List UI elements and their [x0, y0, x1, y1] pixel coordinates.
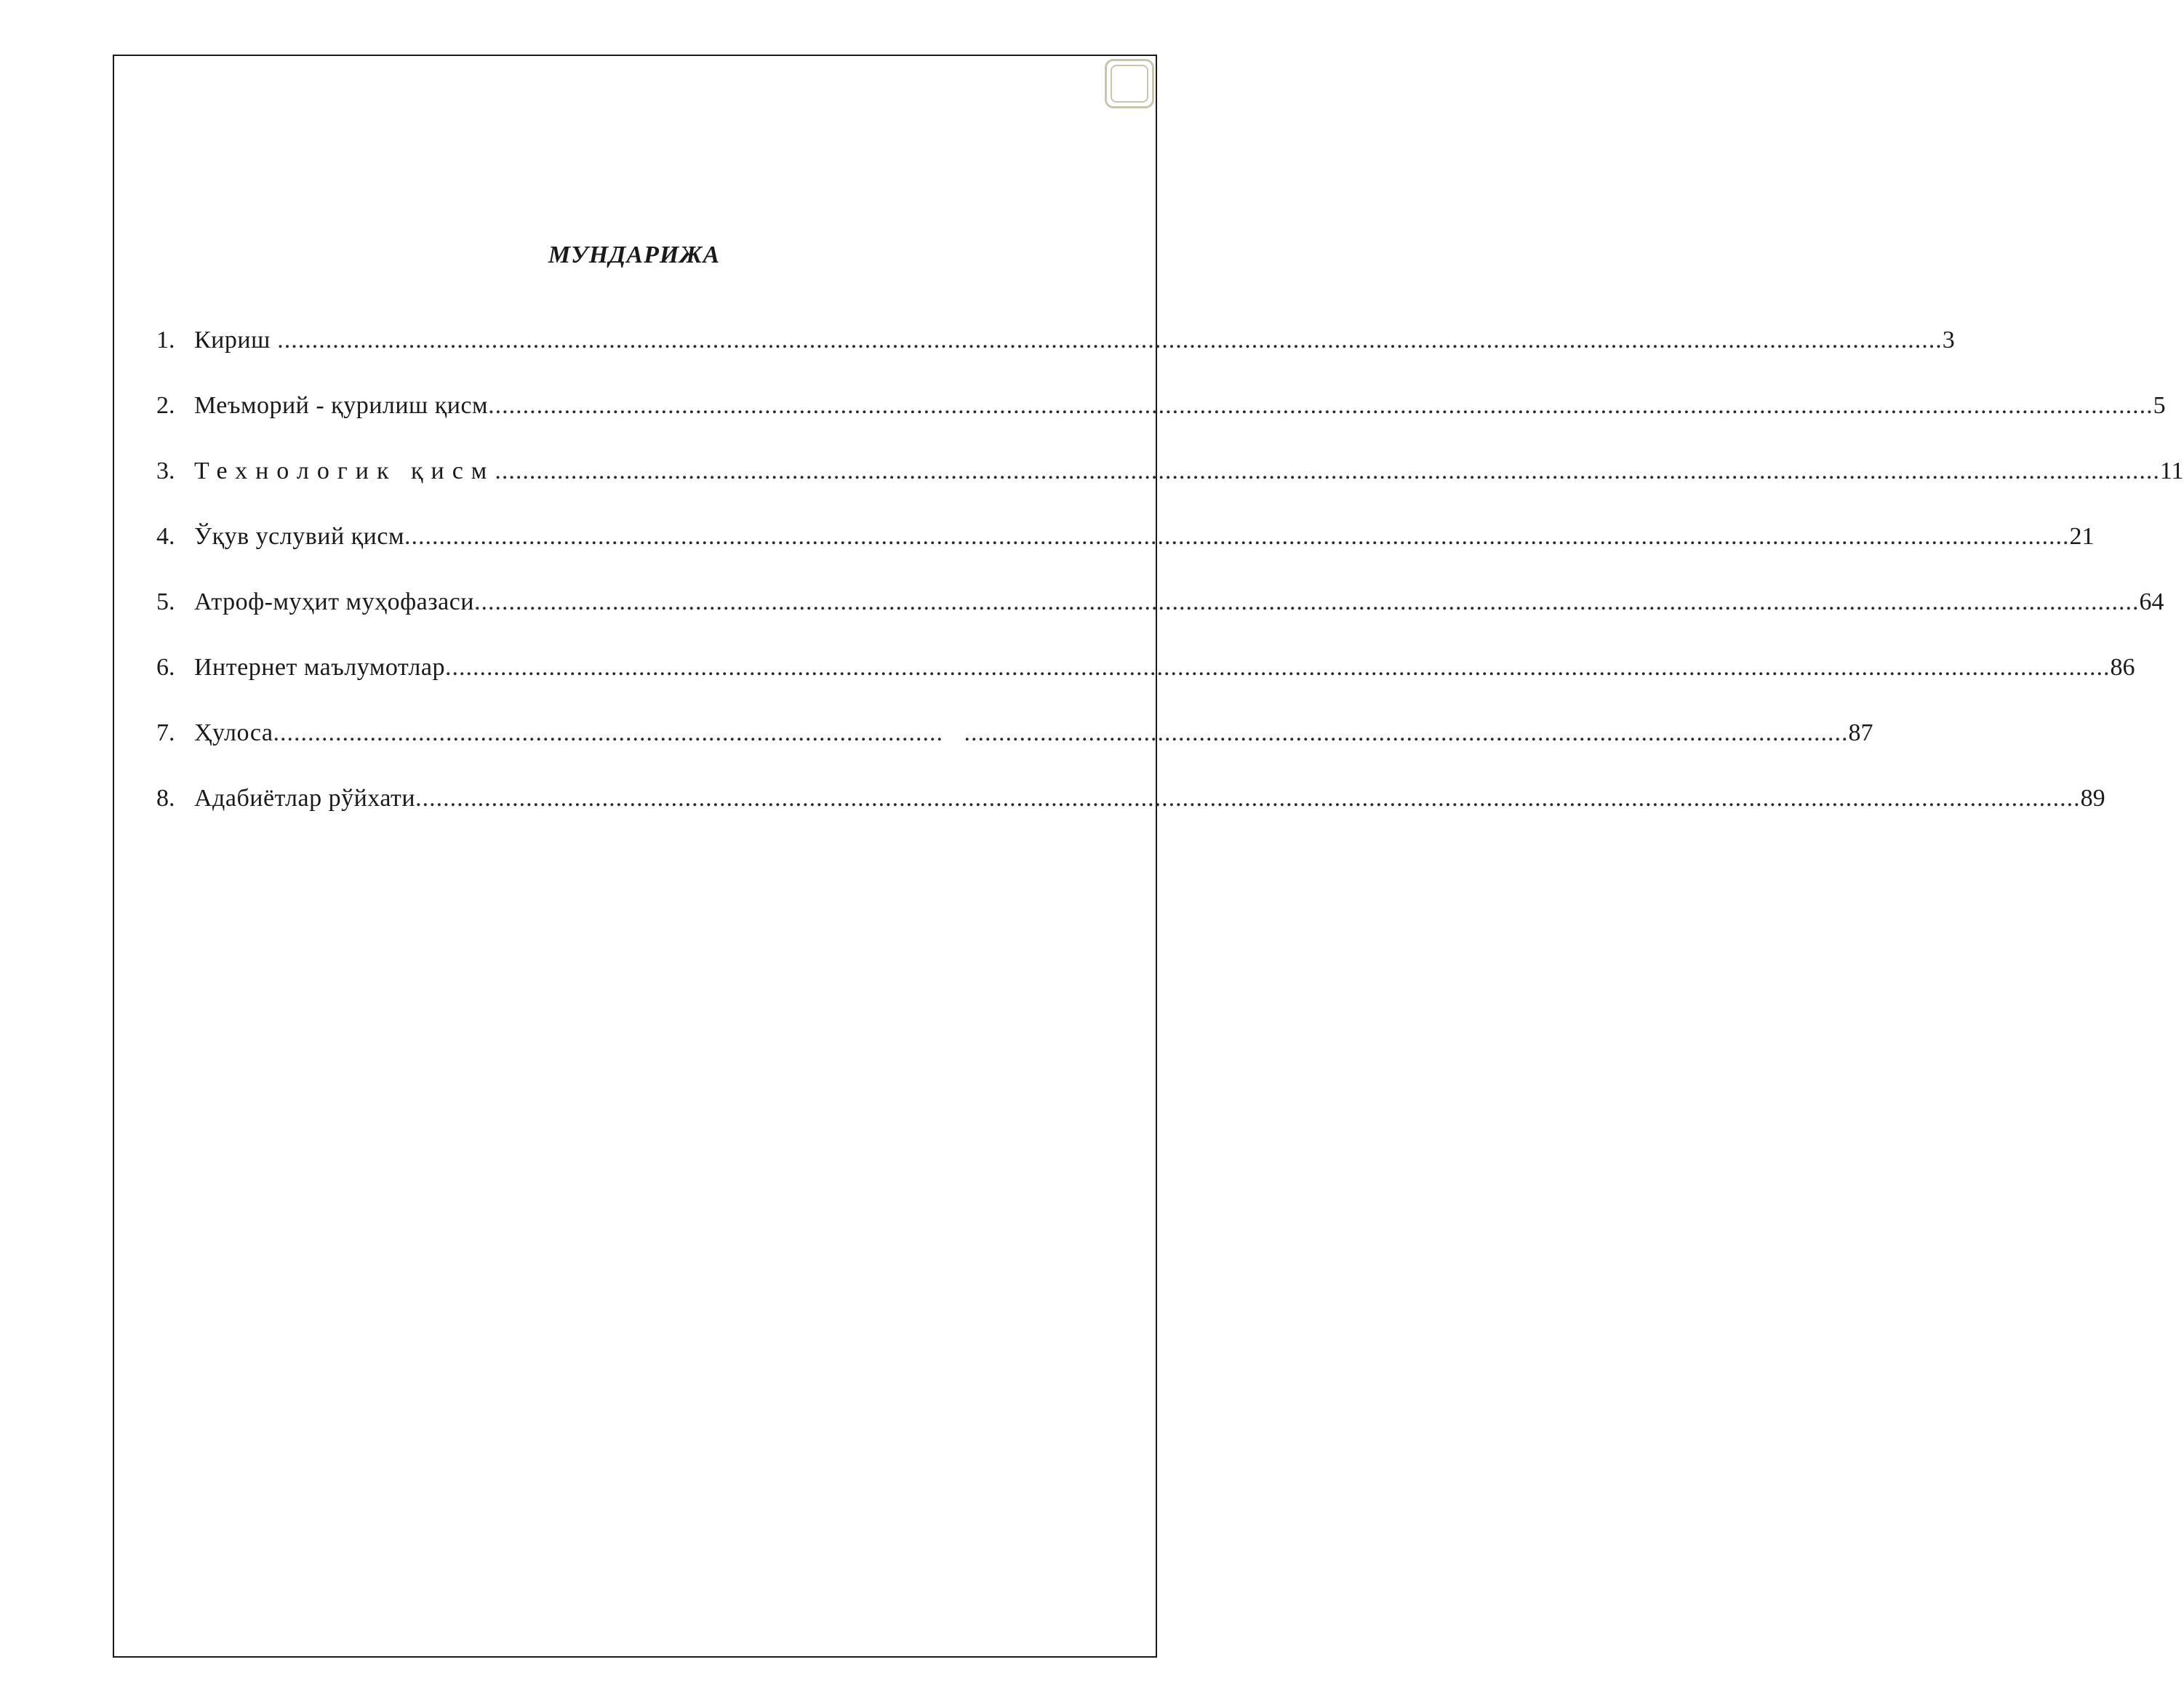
toc-entry-page: 3 — [1942, 327, 1955, 353]
toc-entry-8[interactable] — [156, 782, 2105, 815]
toc-entry-page: 89 — [2080, 785, 2105, 812]
toc-dot-leader: ................................................................................................................................................................................................................................................. — [404, 523, 2070, 550]
toc-dot-leader: ................................................................................................. ................................................................................................................................ — [273, 719, 1849, 746]
toc-entry-label: Атроф-муҳит муҳофазаси — [194, 588, 474, 615]
toc-entry-number: 3. — [156, 458, 175, 484]
toc-dot-leader: ................................................................................................................................................................................................................................................. — [495, 458, 2160, 484]
toc-entry-3[interactable] — [156, 455, 2184, 488]
toc-entry-label: Ҳулоса — [194, 719, 273, 746]
toc-entry-number: 5. — [156, 588, 175, 615]
toc-entry-label: Ўқув услувий қисм — [194, 523, 404, 550]
toc-entry-label: Кириш — [194, 327, 271, 353]
toc-entry-page: 87 — [1848, 719, 1873, 746]
toc-entry-number: 7. — [156, 719, 175, 746]
toc-entry-4[interactable] — [156, 520, 2095, 554]
toc-entry-label: Меъморий - қурилиш қисм — [194, 392, 489, 419]
toc-dot-leader: ................................................................................................................................................................................................................................................. — [488, 392, 2153, 419]
toc-entry-number: 4. — [156, 523, 175, 550]
toc-entry-7[interactable] — [156, 716, 1873, 750]
toc-entry-page: 21 — [2069, 523, 2095, 550]
toc-dot-leader: ................................................................................................................................................................................................................................................. — [474, 588, 2140, 615]
toc-entry-page: 5 — [2153, 392, 2166, 419]
toc-entry-label: Технологик қисм — [194, 458, 495, 484]
toc-entry-number: 1. — [156, 327, 175, 353]
toc-entry-number: 2. — [156, 392, 175, 419]
toc-title: МУНДАРИЖА — [548, 241, 721, 268]
toc-entry-1[interactable] — [156, 324, 1955, 357]
toc-entry-number: 6. — [156, 654, 175, 681]
toc-entry-label: Интернет маълумотлар — [194, 654, 445, 681]
toc-dot-leader: ................................................................................................................................................................................................................................................. — [444, 654, 2111, 681]
toc-entry-number: 8. — [156, 785, 175, 812]
toc-dot-leader: ................................................................................................................................................................................................................................................. — [270, 327, 1943, 353]
toc-entry-2[interactable] — [156, 389, 2166, 423]
toc-dot-leader: ................................................................................................................................................................................................................................................. — [415, 785, 2081, 812]
toc-entry-page: 64 — [2139, 588, 2164, 615]
toc-entry-6[interactable] — [156, 651, 2135, 684]
toc-entry-5[interactable] — [156, 586, 2164, 619]
toc-entry-page: 86 — [2110, 654, 2135, 681]
toc-entry-label: Адабиётлар рўйхати — [194, 785, 416, 812]
toc-entry-page: 11 — [2159, 458, 2184, 484]
